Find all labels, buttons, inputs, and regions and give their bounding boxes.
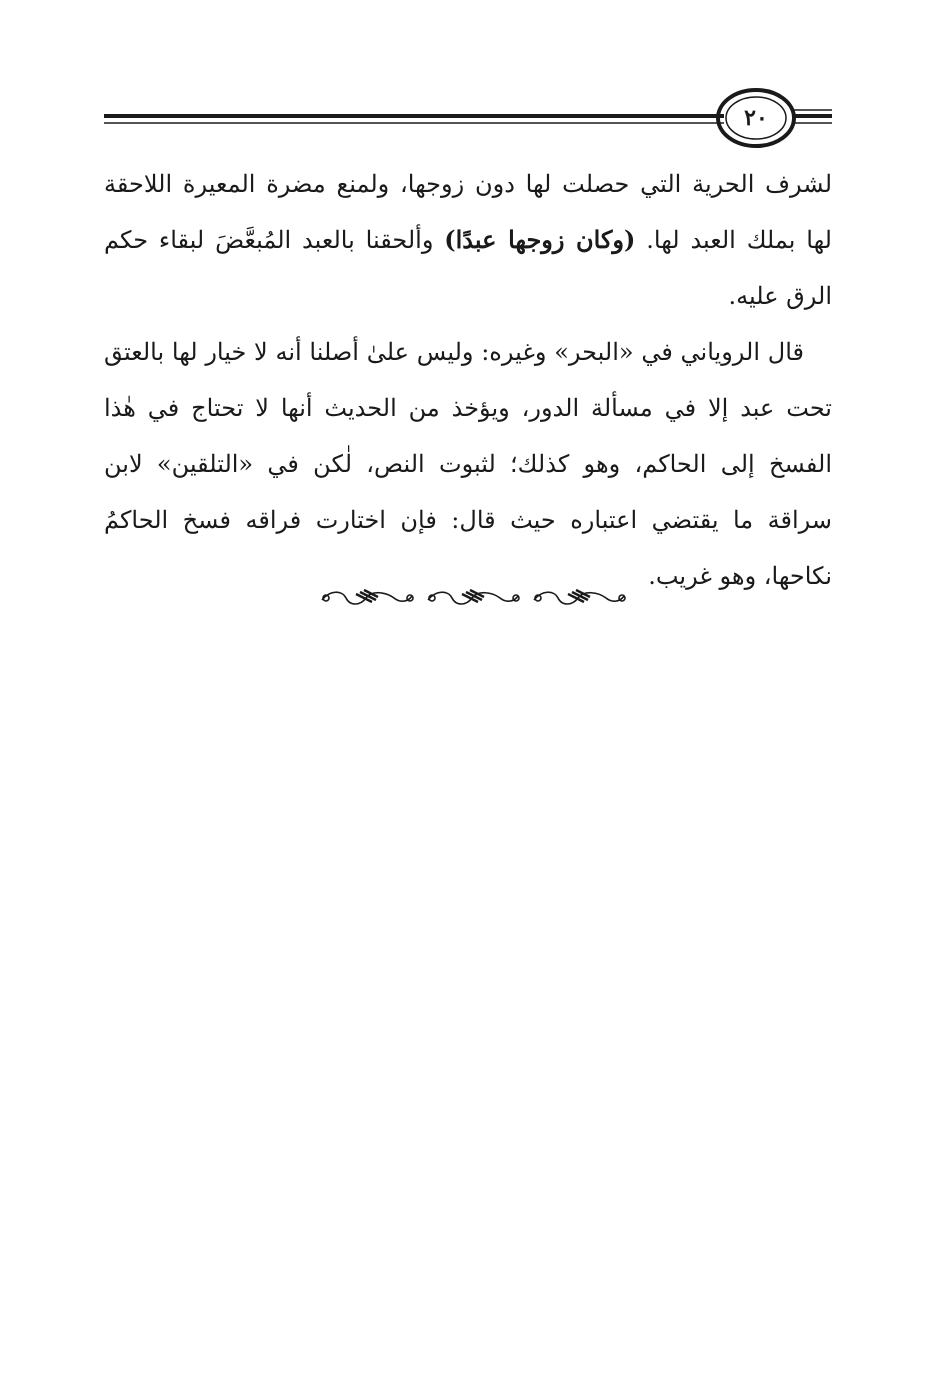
paragraph-1 — [104, 156, 832, 324]
paragraph-1-text-b: وألحقنا بالعبد المُبعَّضَ لبقاء حكم الرق عليه. — [104, 226, 832, 310]
floral-divider-icon — [316, 584, 636, 612]
page-header — [104, 88, 836, 148]
main-text — [104, 156, 832, 604]
page-number: ٢٠ — [744, 105, 768, 131]
quoted-matn-phrase: (وكان زوجها عبدًا) — [444, 225, 636, 254]
paragraph-1-text-a: لشرف الحرية التي حصلت لها دون زوجها، ولمنع مضرة المعيرة اللاحقة لها بملك العبد لها. — [104, 170, 832, 254]
paragraph-2: قال الروياني في «البحر» وغيره: وليس علىٰ أصلنا أنه لا خيار لها بالعتق تحت عبد إلا في مسألة الدور، ويؤخذ من الحديث أنها لا تحتاج في هٰذا الفسخ إلى الحاكم، وهو كذلك؛ لثبوت النص، لٰكن في «التلقين» لابن سراقة ما يقتضي اعتباره حيث قال: فإن اختارت فراقه فسخ الحاكمُ نكاحها، وهو غريب. — [104, 338, 832, 590]
